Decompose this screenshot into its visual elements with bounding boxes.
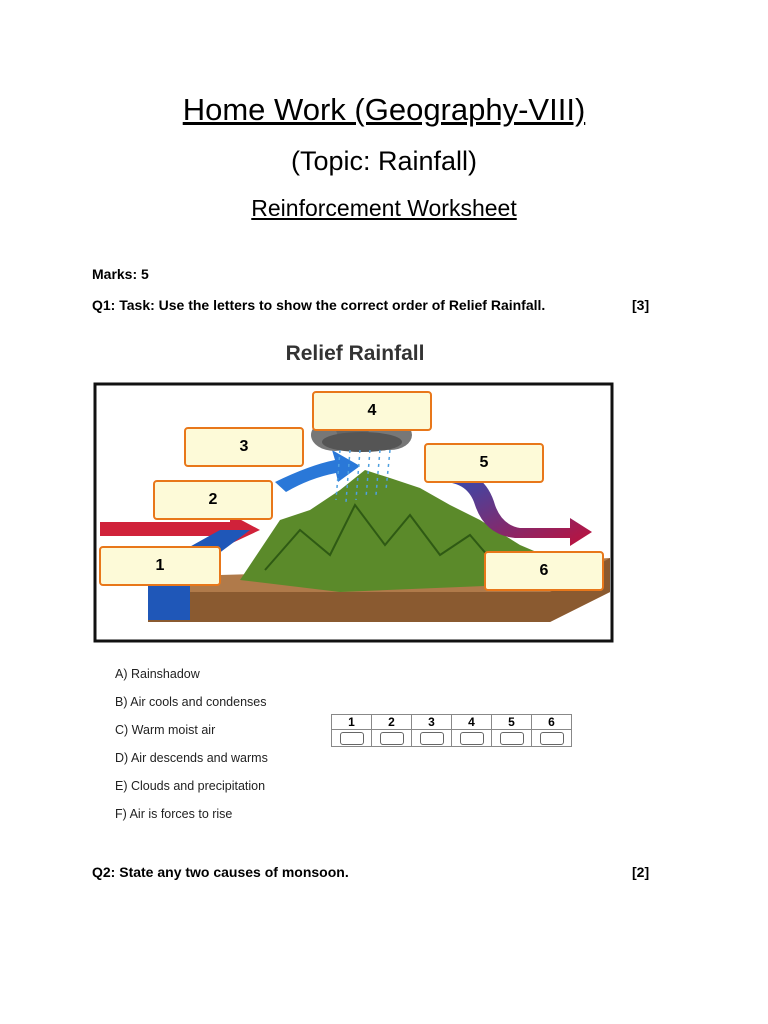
page-title: Home Work (Geography-VIII) [182, 92, 586, 127]
answer-cell[interactable] [332, 730, 372, 747]
options-list [115, 667, 268, 835]
q2-text: Q2: State any two causes of monsoon. [92, 864, 349, 880]
grid-header-cell: 1 [332, 715, 372, 730]
option-e: E) Clouds and precipitation [115, 779, 266, 793]
topic-heading: (Topic: Rainfall) [290, 146, 478, 176]
grid-header-cell: 2 [372, 715, 412, 730]
option-b: B) Air cools and condenses [115, 695, 267, 709]
marks-label: Marks: 5 [92, 266, 149, 282]
diagram-label-box: 3 [184, 427, 304, 467]
q1-text: Q1: Task: Use the letters to show the correct order of Relief Rainfall. [92, 297, 546, 313]
option-c: C) Warm moist air [115, 723, 216, 737]
answer-cell[interactable] [372, 730, 412, 747]
option-d: D) Air descends and warms [115, 751, 268, 765]
answer-cell[interactable] [532, 730, 572, 747]
diagram-label-box: 5 [424, 443, 544, 483]
grid-header-cell: 6 [532, 715, 572, 730]
worksheet-subtitle: Reinforcement Worksheet [251, 195, 517, 221]
diagram-label-box: 2 [153, 480, 273, 520]
option-f: F) Air is forces to rise [115, 807, 233, 821]
answer-grid-row [332, 730, 572, 747]
diagram-title: Relief Rainfall [285, 342, 425, 365]
option-a: A) Rainshadow [115, 667, 200, 681]
answer-cell[interactable] [412, 730, 452, 747]
q2-marks: [2] [632, 864, 650, 880]
grid-header-cell: 5 [492, 715, 532, 730]
answer-grid-header [332, 715, 572, 730]
diagram-label-box: 4 [312, 391, 432, 431]
q1-marks: [3] [632, 297, 650, 313]
diagram-label-box: 1 [99, 546, 221, 586]
grid-header-cell: 4 [452, 715, 492, 730]
answer-cell[interactable] [452, 730, 492, 747]
answer-cell[interactable] [492, 730, 532, 747]
diagram-label-box: 6 [484, 551, 604, 591]
grid-header-cell: 3 [412, 715, 452, 730]
answer-grid [331, 714, 572, 747]
